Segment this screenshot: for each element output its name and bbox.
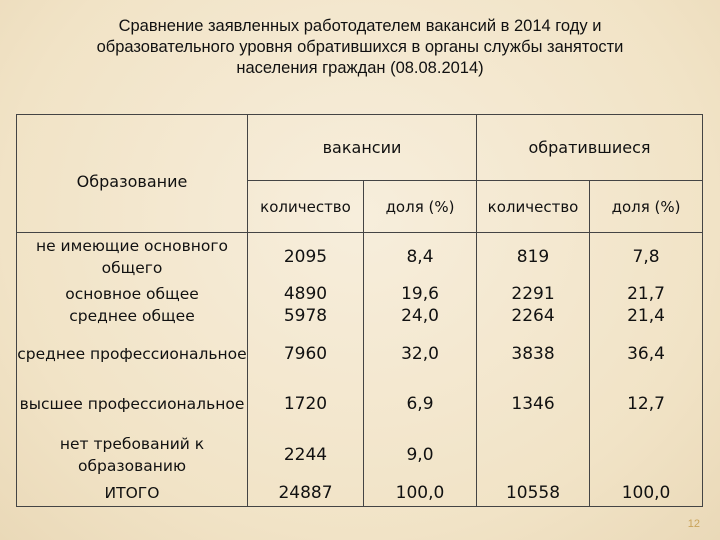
applicants-share-header: доля (%) [590, 181, 703, 233]
title-line-2: образовательного уровня обратившихся в органы службы занятости [96, 38, 624, 56]
vacancies-share: 19,6 [401, 283, 439, 304]
applicants-quantity: 2291 [511, 283, 555, 304]
vacancies-share-total: 100,0 [364, 481, 477, 507]
row-label: высшее профессиональное [17, 379, 248, 429]
slide-title [30, 16, 690, 79]
title-line-3: населения граждан (08.08.2014) [236, 59, 484, 77]
applicants-share-total: 100,0 [590, 481, 703, 507]
vacancies-share: 24,0 [401, 305, 439, 326]
vacancies-share-header: доля (%) [364, 181, 477, 233]
page-number: 12 [687, 518, 700, 530]
vacancies-quantity-total: 24887 [248, 481, 364, 507]
vacancies-share: 32,0 [364, 329, 477, 379]
table-row [17, 281, 703, 329]
vacancies-quantity-pair [248, 281, 364, 329]
vacancies-quantity: 7960 [248, 329, 364, 379]
applicants-share: 7,8 [590, 233, 703, 281]
row-label: основное общее [65, 284, 199, 303]
applicants-share: 12,7 [590, 379, 703, 429]
table-row [17, 379, 703, 429]
vacancies-share: 8,4 [364, 233, 477, 281]
table-row [17, 329, 703, 379]
applicants-share [590, 429, 703, 481]
applicants-quantity-header: количество [477, 181, 590, 233]
vacancies-quantity: 2095 [248, 233, 364, 281]
vacancies-quantity: 2244 [248, 429, 364, 481]
row-label-pair [17, 281, 248, 329]
vacancies-quantity-header: количество [248, 181, 364, 233]
applicants-quantity: 819 [477, 233, 590, 281]
applicants-quantity [477, 429, 590, 481]
applicants-share: 36,4 [590, 329, 703, 379]
table-row [17, 429, 703, 481]
education-header: Образование [76, 172, 188, 191]
vacancies-share-pair [364, 281, 477, 329]
applicants-share: 21,4 [627, 305, 665, 326]
row-label: среднее общее [69, 306, 195, 325]
row-label: нет требований к образованию [17, 429, 248, 481]
vacancies-share: 6,9 [364, 379, 477, 429]
row-label: не имеющие основного общего [17, 233, 248, 281]
vacancies-share: 9,0 [364, 429, 477, 481]
education-header-cell [17, 115, 248, 233]
applicants-group-header: обратившиеся [477, 115, 703, 181]
comparison-table [16, 114, 702, 506]
applicants-quantity-total: 10558 [477, 481, 590, 507]
vacancies-quantity: 4890 [283, 283, 328, 304]
applicants-quantity: 3838 [477, 329, 590, 379]
applicants-share-pair [590, 281, 703, 329]
vacancies-group-header: вакансии [248, 115, 477, 181]
row-label: среднее профессиональное [17, 329, 248, 379]
vacancies-quantity: 5978 [283, 305, 328, 326]
applicants-quantity-pair [477, 281, 590, 329]
table-row [17, 233, 703, 281]
applicants-quantity: 2264 [511, 305, 555, 326]
table-row-total [17, 481, 703, 507]
applicants-quantity: 1346 [477, 379, 590, 429]
applicants-share: 21,7 [627, 283, 665, 304]
row-label-total: ИТОГО [17, 481, 248, 507]
vacancies-quantity: 1720 [248, 379, 364, 429]
title-line-1: Сравнение заявленных работодателем вакансий в 2014 году и [118, 17, 602, 35]
